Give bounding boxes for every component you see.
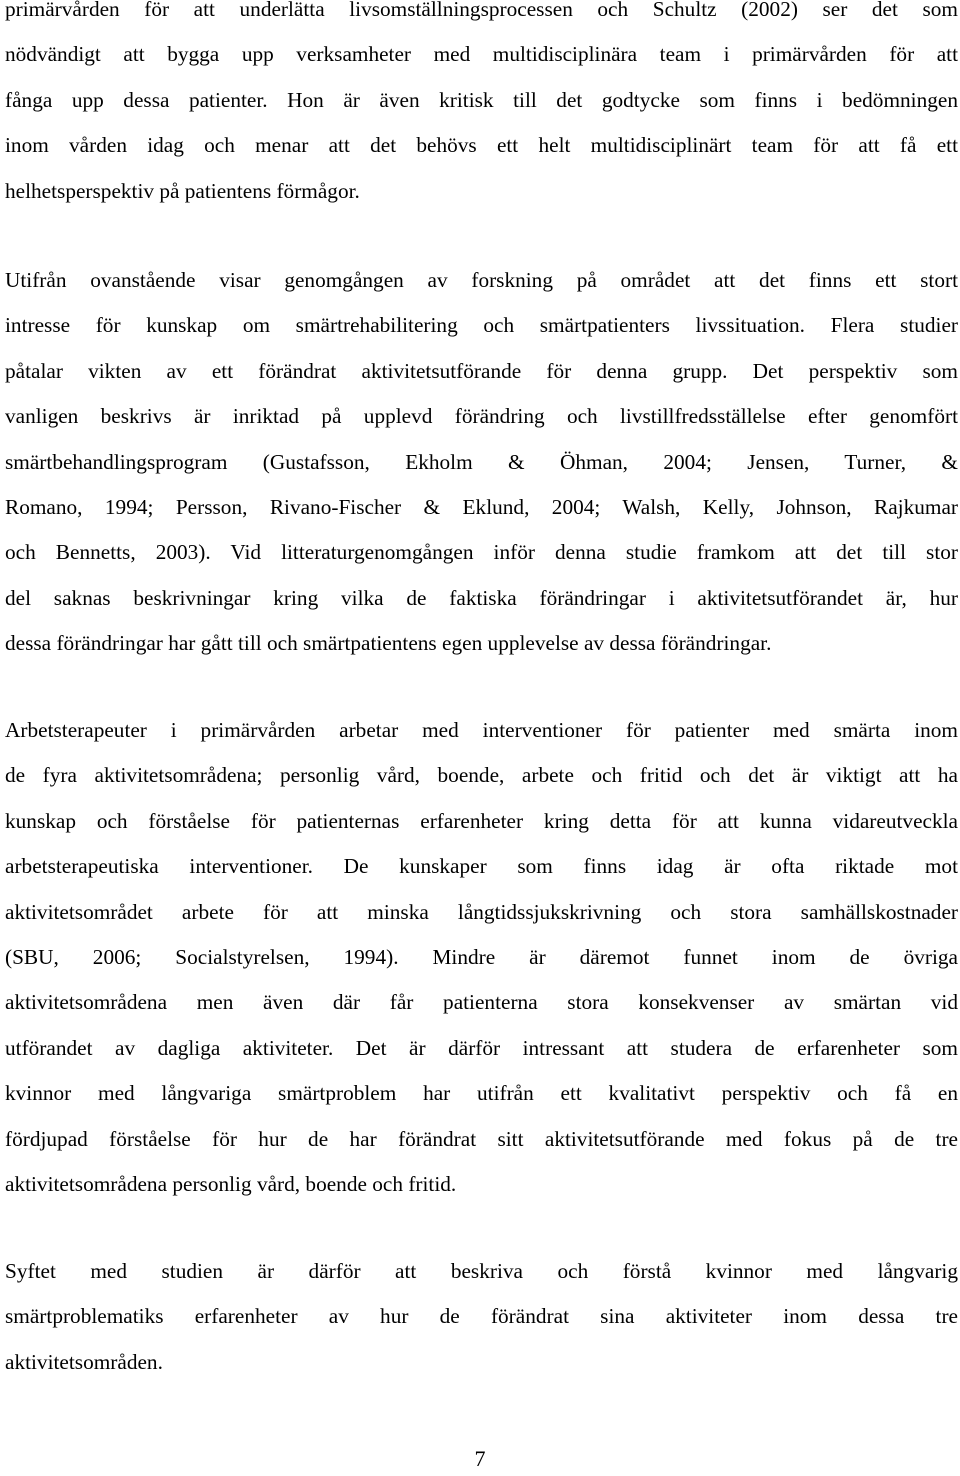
text-line: fördjupad förståelse för hur de har förändrat sitt aktivitetsutförande med fokus på de tre [5,1126,958,1151]
text-line: fånga upp dessa patienter. Hon är även kritisk till det godtycke som finns i bedömningen [5,87,958,112]
text-line: Arbetsterapeuter i primärvården arbetar med interventioner för patienter med smärta inom [5,718,958,742]
text-line: nödvändigt att bygga upp verksamheter med multidisciplinära team i primärvården för att [5,42,958,67]
text-line: kvinnor med långvariga smärtproblem har utifrån ett kvalitativt perspektiv och få en [5,1081,958,1106]
paragraph-4 [5,1249,958,1385]
text-line: aktivitetsområdena men även där får patienterna stora konsekvenser av smärtan vid [5,990,958,1015]
text-line: kunskap och förståelse för patienternas erfarenheter kring detta för att kunna vidareutveckla [5,808,958,833]
text-line: (SBU, 2006; Socialstyrelsen, 1994). Mindre är däremot funnet inom de övriga [5,944,958,969]
text-line: påtalar vikten av ett förändrat aktivitetsutförande för denna grupp. Det perspektiv som [5,358,958,383]
text-line: utförandet av dagliga aktiviteter. Det är därför intressant att studera de erfarenheter som [5,1035,958,1060]
text-line: vanligen beskrivs är inriktad på upplevd förändring och livstillfredsställelse efter genomfört [5,404,958,429]
text-line: smärtbehandlingsprogram (Gustafsson, Ekholm & Öhman, 2004; Jensen, Turner, & [5,449,958,474]
page-number: 7 [474,1446,486,1471]
paragraph-3 [5,708,958,1207]
text-line: de fyra aktivitetsområdena; personlig vård, boende, arbete och fritid och det är viktigt att ha [5,763,958,788]
text-line: smärtproblematiks erfarenheter av hur de förändrat sina aktiviteter inom dessa tre [5,1304,958,1329]
text-line: Romano, 1994; Persson, Rivano-Fischer & Eklund, 2004; Walsh, Kelly, Johnson, Rajkumar [5,494,958,519]
paragraph-2 [5,258,958,667]
text-line: Utifrån ovanstående visar genomgången av forskning på området att det finns ett stort [5,268,958,292]
text-line: dessa förändringar har gått till och smärtpatientens egen upplevelse av dessa förändringar. [5,631,772,656]
text-line: intresse för kunskap om smärtrehabilitering och smärtpatienters livssituation. Flera studier [5,313,958,338]
text-line: arbetsterapeutiska interventioner. De kunskaper som finns idag är ofta riktade mot [5,854,958,879]
text-line: Syftet med studien är därför att beskriva och förstå kvinnor med långvarig [5,1259,958,1283]
text-line: del saknas beskrivningar kring vilka de faktiska förändringar i aktivitetsutförandet är, hur [5,585,958,610]
paragraph-1 [5,0,958,214]
text-line: inom vården idag och menar att det behövs ett helt multidisciplinärt team för att få ett [5,133,958,158]
text-line: aktivitetsområden. [5,1349,163,1374]
text-line: och Bennetts, 2003). Vid litteraturgenomgången inför denna studie framkom att det till stor [5,540,958,565]
text-line: aktivitetsområdena personlig vård, boende och fritid. [5,1171,457,1196]
text-line: aktivitetsområdet arbete för att minska långtidssjukskrivning och stora samhällskostnader [5,899,958,924]
text-line: primärvården för att underlätta livsomställningsprocessen och Schultz (2002) ser det som [5,0,958,21]
text-line: helhetsperspektiv på patientens förmågor. [5,178,360,203]
